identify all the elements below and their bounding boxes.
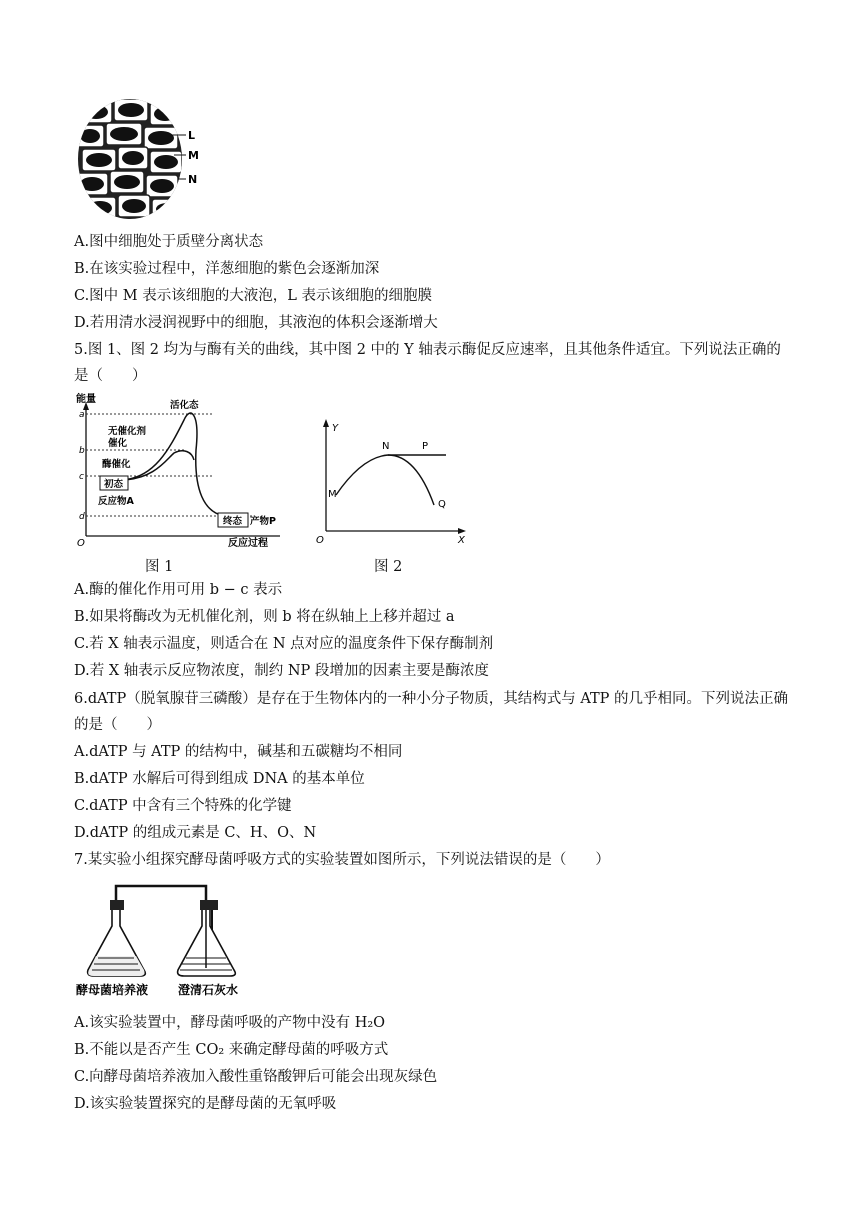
yeast-respiration-apparatus [74, 882, 264, 1002]
fig2-point-m: M [328, 489, 337, 500]
q6-option-b: B.dATP 水解后可得到组成 DNA 的基本单位 [74, 771, 365, 787]
fig1-activated-state: 活化态 [170, 400, 199, 411]
q5-stem: 5.图 1、图 2 均为与酶有关的曲线，其中图 2 中的 Y 轴表示酶促反应速率，且其他条件适宜。下列说法正确的是（ ） [74, 342, 781, 384]
fig1-y-label: 能量 [76, 394, 96, 405]
q6-option-a: A.dATP 与 ATP 的结构中，碱基和五碳糖均不相同 [74, 744, 403, 760]
fig1-origin: O [77, 538, 85, 549]
label-N: N [188, 173, 198, 186]
fig1-tick-c: c [79, 472, 84, 482]
cell-micrograph-figure [74, 95, 214, 223]
q6-option-c: C.dATP 中含有三个特殊的化学键 [74, 798, 292, 814]
figure-2-caption: 图 2 [374, 559, 403, 575]
q7-option-b: B.不能以是否产生 CO₂ 来确定酵母菌的呼吸方式 [74, 1042, 389, 1058]
q6-option-d: D.dATP 的组成元素是 C、H、O、N [74, 825, 317, 841]
fig1-x-label: 反应过程 [228, 538, 268, 549]
label-yeast-culture: 酵母菌培养液 [76, 983, 149, 997]
q5-option-c: C.若 X 轴表示温度，则适合在 N 点对应的温度条件下保存酶制剂 [74, 636, 494, 652]
q7-option-a: A.该实验装置中，酵母菌呼吸的产物中没有 H₂O [74, 1015, 386, 1031]
fig2-y-label: Y [332, 423, 339, 434]
fig1-no-catalyst-2: 催化 [108, 438, 128, 449]
fig1-reactant-a: 反应物A [98, 496, 134, 507]
fig2-point-q: Q [438, 499, 446, 510]
figure-1-energy-diagram [74, 390, 294, 550]
fig2-x-label: X [458, 535, 465, 545]
q6-stem: 6.dATP（脱氧腺苷三磷酸）是存在于生物体内的一种小分子物质，其结构式与 ATP 的几乎相同。下列说法正确的是（ ） [74, 691, 789, 733]
fig1-tick-a: a [79, 410, 85, 420]
label-L: L [188, 129, 196, 142]
q5-option-b: B.如果将酶改为无机催化剂，则 b 将在纵轴上上移并超过 a [74, 609, 455, 625]
label-limewater: 澄清石灰水 [178, 983, 239, 997]
fig1-enzyme-catalysis: 酶催化 [102, 459, 131, 470]
fig1-initial-state: 初态 [104, 479, 124, 490]
q7-option-c: C.向酵母菌培养液加入酸性重铬酸钾后可能会出现灰绿色 [74, 1069, 438, 1085]
fig1-final-state: 终态 [223, 516, 243, 527]
figure-1-caption: 图 1 [145, 559, 174, 575]
q4-option-b: B.在该实验过程中，洋葱细胞的紫色会逐渐加深 [74, 261, 380, 277]
q4-option-a: A.图中细胞处于质壁分离状态 [74, 234, 264, 250]
fig2-point-p: P [422, 441, 429, 452]
fig2-origin: O [316, 535, 324, 545]
fig1-tick-b: b [79, 446, 85, 456]
label-M: M [188, 149, 199, 162]
q7-option-d: D.该实验装置探究的是酵母菌的无氧呼吸 [74, 1096, 337, 1112]
q5-option-d: D.若 X 轴表示反应物浓度，制约 NP 段增加的因素主要是酶浓度 [74, 663, 489, 679]
q5-option-a: A.酶的催化作用可用 b − c 表示 [74, 582, 283, 598]
q4-option-c: C.图中 M 表示该细胞的大液泡，L 表示该细胞的细胞膜 [74, 288, 432, 304]
q4-option-d: D.若用清水浸润视野中的细胞，其液泡的体积会逐渐增大 [74, 315, 438, 331]
fig1-no-catalyst: 无催化剂 [108, 426, 147, 437]
fig1-product-p: 产物P [250, 516, 276, 527]
fig1-tick-d: d [79, 512, 85, 522]
fig2-point-n: N [382, 441, 390, 452]
figure-2-rate-curve [312, 415, 472, 545]
q7-stem: 7.某实验小组探究酵母菌呼吸方式的实验装置如图所示，下列说法错误的是（ ） [74, 852, 610, 868]
